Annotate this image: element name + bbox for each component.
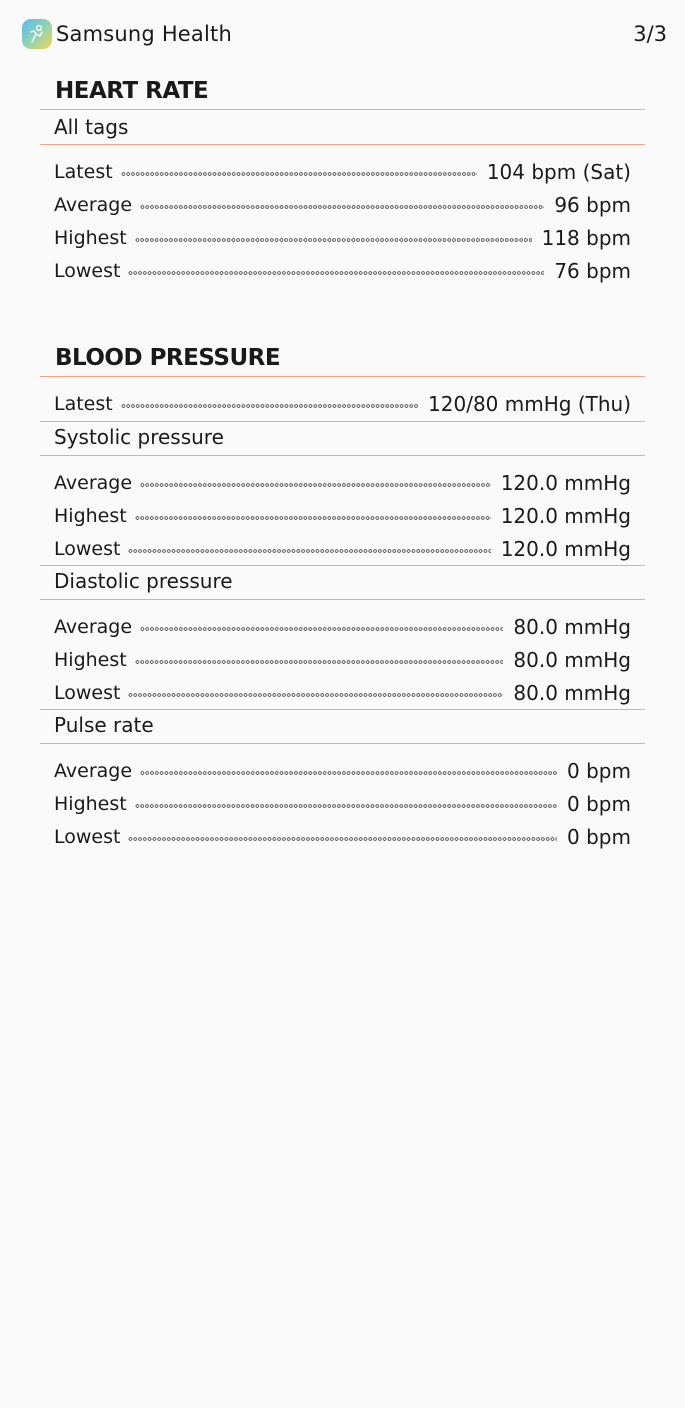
dot-leader bbox=[128, 271, 544, 275]
blood-pressure-latest-row bbox=[54, 389, 631, 419]
blood-pressure-title: BLOOD PRESSURE bbox=[55, 345, 281, 371]
app-name: Samsung Health bbox=[56, 22, 232, 46]
pulse-average-row bbox=[54, 756, 631, 786]
page-indicator: 3/3 bbox=[633, 22, 667, 46]
dot-leader bbox=[128, 549, 490, 553]
dot-leader bbox=[140, 627, 503, 631]
diastolic-highest-row bbox=[54, 645, 631, 675]
diastolic-subhead: Diastolic pressure bbox=[54, 569, 233, 593]
heart-rate-highest-row bbox=[54, 223, 631, 253]
dot-leader bbox=[135, 238, 532, 242]
row-label: Lowest bbox=[54, 538, 121, 560]
dot-leader bbox=[128, 693, 503, 697]
diastolic-average-row bbox=[54, 612, 631, 642]
dot-leader bbox=[135, 516, 491, 520]
row-value: 120.0 mmHg bbox=[500, 537, 631, 561]
divider bbox=[40, 109, 645, 110]
dot-leader bbox=[140, 771, 557, 775]
row-label: Average bbox=[54, 472, 133, 494]
heart-rate-latest-row bbox=[54, 157, 631, 187]
divider bbox=[40, 565, 645, 566]
divider bbox=[40, 144, 645, 145]
row-label: Lowest bbox=[54, 260, 121, 282]
row-label: Lowest bbox=[54, 826, 121, 848]
divider bbox=[40, 709, 645, 710]
dot-leader bbox=[135, 660, 504, 664]
row-value: 104 bpm (Sat) bbox=[486, 160, 631, 184]
row-label: Average bbox=[54, 760, 133, 782]
systolic-average-row bbox=[54, 468, 631, 498]
pulse-subhead: Pulse rate bbox=[54, 713, 154, 737]
systolic-subhead: Systolic pressure bbox=[54, 425, 224, 449]
row-value: 120/80 mmHg (Thu) bbox=[428, 392, 631, 416]
divider bbox=[40, 455, 645, 456]
row-value: 0 bpm bbox=[567, 792, 631, 816]
pulse-highest-row bbox=[54, 789, 631, 819]
row-value: 0 bpm bbox=[567, 759, 631, 783]
pulse-lowest-row bbox=[54, 822, 631, 852]
divider bbox=[40, 599, 645, 600]
row-value: 80.0 mmHg bbox=[513, 681, 631, 705]
row-label: Latest bbox=[54, 161, 113, 183]
row-label: Lowest bbox=[54, 682, 121, 704]
systolic-lowest-row bbox=[54, 534, 631, 564]
app-header bbox=[22, 16, 667, 52]
dot-leader bbox=[121, 404, 418, 408]
row-label: Average bbox=[54, 194, 133, 216]
row-value: 76 bpm bbox=[554, 259, 631, 283]
row-label: Average bbox=[54, 616, 133, 638]
divider bbox=[40, 743, 645, 744]
heart-rate-tag-subhead: All tags bbox=[54, 115, 129, 139]
row-value: 80.0 mmHg bbox=[513, 615, 631, 639]
diastolic-lowest-row bbox=[54, 678, 631, 708]
row-value: 80.0 mmHg bbox=[513, 648, 631, 672]
row-value: 118 bpm bbox=[541, 226, 631, 250]
divider bbox=[40, 421, 645, 422]
samsung-health-icon bbox=[22, 19, 52, 49]
systolic-highest-row bbox=[54, 501, 631, 531]
heart-rate-average-row bbox=[54, 190, 631, 220]
row-label: Highest bbox=[54, 227, 127, 249]
brand bbox=[22, 19, 232, 49]
row-label: Highest bbox=[54, 505, 127, 527]
row-label: Latest bbox=[54, 393, 113, 415]
dot-leader bbox=[121, 172, 477, 176]
dot-leader bbox=[135, 804, 557, 808]
row-value: 120.0 mmHg bbox=[500, 504, 631, 528]
heart-rate-lowest-row bbox=[54, 256, 631, 286]
row-value: 96 bpm bbox=[554, 193, 631, 217]
row-value: 120.0 mmHg bbox=[500, 471, 631, 495]
row-label: Highest bbox=[54, 649, 127, 671]
row-value: 0 bpm bbox=[567, 825, 631, 849]
heart-rate-title: HEART RATE bbox=[55, 78, 209, 104]
dot-leader bbox=[128, 837, 557, 841]
dot-leader bbox=[140, 483, 491, 487]
divider bbox=[40, 376, 645, 377]
row-label: Highest bbox=[54, 793, 127, 815]
dot-leader bbox=[140, 205, 544, 209]
